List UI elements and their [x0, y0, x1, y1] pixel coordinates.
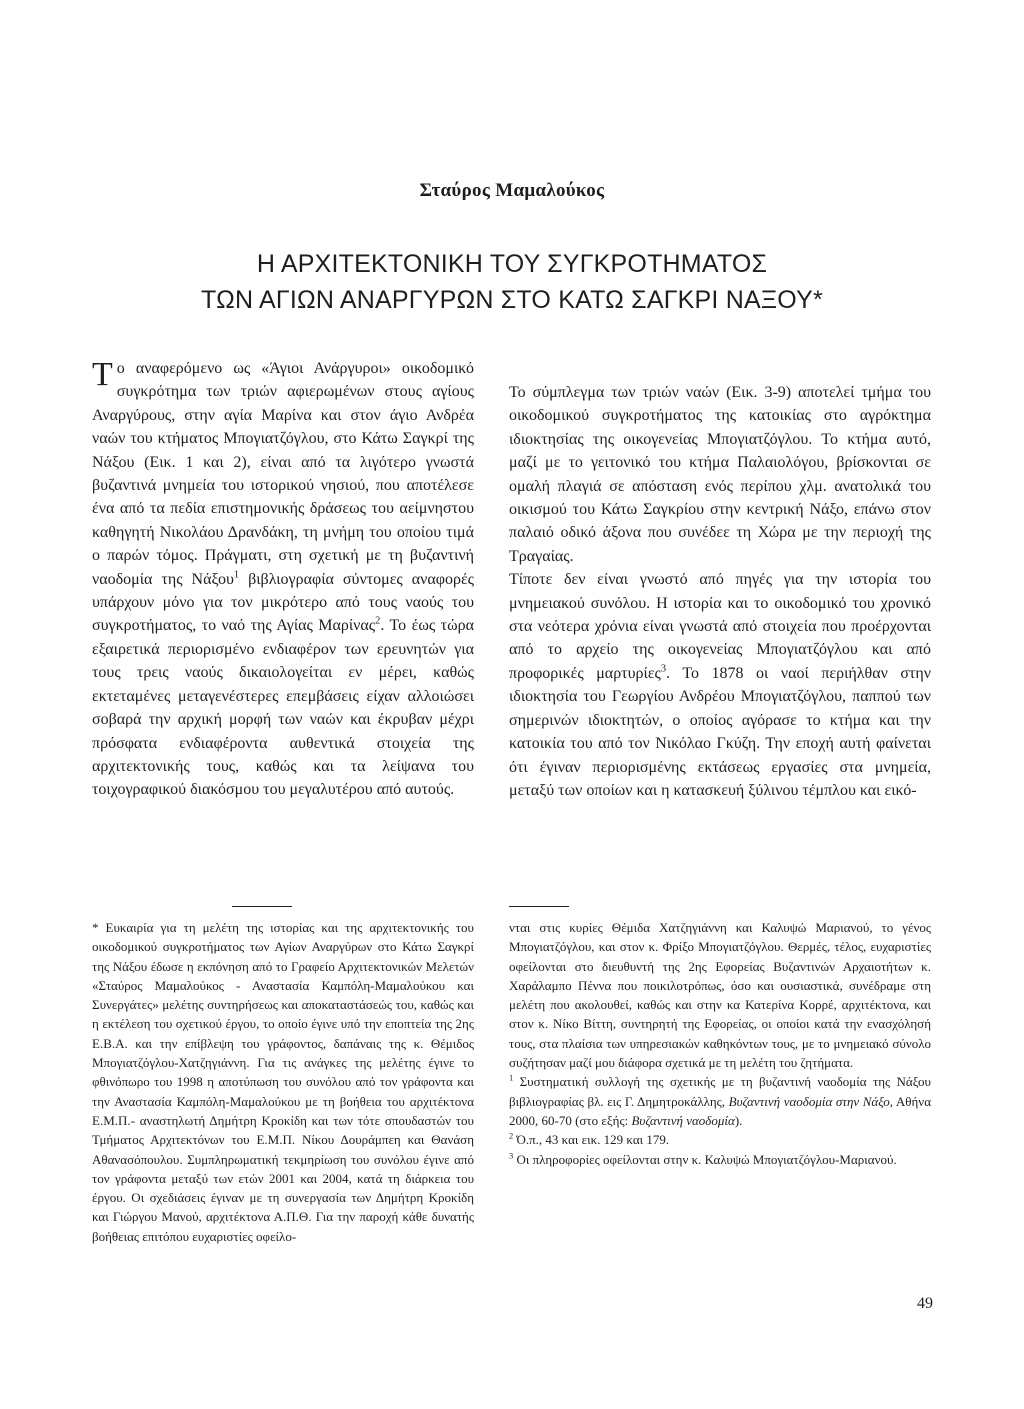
body-text: Τίποτε δεν είναι γνωστό από πηγές για την ιστορία του μνημειακού συνόλου. Η ιστορία και το οικοδομικό του χρονικό στα νεότερα χρόνια είναι γνωστά από στοιχεία που προέρχονται από το αρχείο της οικογενείας Μπογιατζόγλου και από προφορικές μαρτυρίες — [509, 571, 931, 682]
body-text: . Το 1878 οι ναοί περιήλθαν στην ιδιοκτησία του Γεωργίου Ανδρέου Μπογιατζόγλου, παππού των σημερινών ιδιοκτητών, ο οποίος αγόρασε το κτήμα και την κατοικία του από τον Νικόλαο Γκύζη. Την εποχή αυτή φαίνεται ότι έγιναν περιορισμένης εκτάσεως εργασίες στα μνημεία, μεταξύ των οποίων και η κατασκευή ξύλινου τέμπλου και εικό- — [509, 664, 931, 799]
title-line-2: ΤΩΝ ΑΓΙΩΝ ΑΝΑΡΓΥΡΩΝ ΣΤΟ ΚΑΤΩ ΣΑΓΚΡΙ ΝΑΞΟΥ* — [201, 286, 823, 314]
footnote-ref-3[interactable]: 3 — [660, 663, 667, 675]
body-text: βιβλιογραφία σύντομες αναφορές υπάρχουν μόνο για τον μικρότερο από τους ναούς του συγκροτήματος, το ναό της Αγίας Μαρίνας — [92, 570, 474, 635]
footnotes-right — [509, 918, 931, 1169]
footnote-ref-1[interactable]: 1 — [233, 569, 240, 581]
author-name: Σταύρος Μαμαλούκος — [419, 180, 605, 201]
footnote-number: 1 — [509, 1073, 514, 1084]
footnote-star-continued: νται στις κυρίες Θέμιδα Χατζηγιάννη και Καλυψώ Μαριανού, το γένος Μπογιατζόγλου, και στον κ. Φρίξο Μπογιατζόγλου. Θερμές, τέλος, ευχαριστίες οφείλονται στο διευθυντή της 2ης Εφορείας Βυζαντινών Αρχαιοτήτων κ. Χαράλαμπο Πέννα που ποικιλοτρόπως, όσο και ουσιαστικά, συνέδραμε στη μελέτη που ακολουθεί, καθώς και στην κα Κατερίνα Κορρέ, αρχιτέκτονα, και στον κ. Νίκο Βίττη, συντηρητή της Εφορείας, οι οποίοι κατά την ενασχόλησή τους, στα πλαίσια των υπηρεσιακών καθηκόντων τους, με το μνημειακό σύνολο συζήτησαν μαζί μου διάφορα σχετικά με τη μελέτη του ζητήματα. — [509, 920, 931, 1071]
footnotes-left — [92, 918, 474, 1246]
footnote-number: 3 — [509, 1150, 514, 1161]
footnote-title: Βυζαντινή ναοδομία στην Νάξο — [728, 1093, 890, 1109]
footnote-star: * Ευκαιρία για τη μελέτη της ιστορίας και της αρχιτεκτονικής του οικοδομικού συγκροτήματος των Αγίων Αναργύρων στο Κάτω Σαγκρί της Νάξου έδωσε η εκπόνηση από το Γραφείο Αρχιτεκτονικών Μελετών «Σταύρος Μαμαλούκος - Αναστασία Καμπόλη-Μαμαλούκου και Συνεργάτες» μελέτης συντηρήσεως και αποκαταστάσεώς του, καθώς και η εκτέλεση του σχετικού έργου, το οποίο έγινε υπό την εποπτεία της 2ης Ε.Β.Α. και την επίβλεψη του γράφοντος, δαπάναις της κ. Θέμιδος Μπογιατζόγλου-Χατζηγιάννη. Για τις ανάγκες της μελέτης έγινε το φθινόπωρο του 1998 η αποτύπωση του συνόλου από τον γράφοντα και την Αναστασία Καμπόλη-Μαμαλούκου με τη βοήθεια του αρχιτέκτονα Ε.Μ.Π.- αναστηλωτή Δημήτρη Κροκίδη και των τότε σπουδαστών του Τμήματος Αρχιτεκτόνων του Ε.Μ.Π. Νίκου Δουράμπεη και Θανάση Αθανασόπουλου. Συμπληρωματική τεκμηρίωση του συνόλου έγινε από τον γράφοντα μεταξύ των ετών 2001 και 2004, κατά τη διάρκεια του έργου. Οι σχεδιάσεις έγιναν με τη συνεργασία των Δημήτρη Κροκίδη και Γιώργου Μανού, αρχιτέκτονα Α.Π.Θ. Για την παροχή κάθε δυνατής βοήθειας επιτόπου ευχαριστίες οφείλο- — [92, 920, 474, 1244]
footnote-text: Ό.π., 43 και εικ. 129 και 179. — [513, 1132, 670, 1148]
footnote-2 — [509, 1130, 931, 1149]
footnote-title: Βυζαντινή ναοδομία — [631, 1112, 735, 1128]
article-title — [0, 246, 1024, 318]
title-line-1: Η ΑΡΧΙΤΕΚΤΟΝΙΚΗ ΤΟΥ ΣΥΓΚΡΟΤΗΜΑΤΟΣ — [256, 250, 768, 278]
footnote-text: , Αθήνα 2000, 60-70 (στο εξής: — [509, 1093, 931, 1128]
body-text: ο αναφερόμενο ως «Άγιοι Ανάργυροι» οικοδομικό συγκρότημα των τριών αφιερωμένων στους αγίους Αναργύρους, στην αγία Μαρίνα και στον άγιο Ανδρέα ναών του κτήματος Μπογιατζόγλου, στο Κάτω Σαγκρί της Νάξου (Εικ. 1 και 2), είναι από τα λιγότερο γνωστά βυζαντινά μνημεία του ιστορικού νησιού, που αποτέλεσε ένα από τα πεδία επιστημονικής δράσεως του αείμνηστου καθηγητή Νικολάου Δρανδάκη, τη μνήμη του οποίου τιμά ο παρών τόμος. Πράγματι, στη σχετική με τη βυζαντινή ναοδομία της Νάξου — [92, 360, 474, 588]
footnote-divider-right — [509, 906, 569, 907]
drop-cap: Τ — [92, 356, 113, 393]
footnote-text: Συστηματική συλλογή της σχετικής με τη βυζαντινή ναοδομία της Νάξου βιβλιογραφίας βλ. εις Γ. Δημητροκάλλης, — [509, 1074, 931, 1109]
body-paragraph — [509, 568, 931, 802]
footnote-ref-2[interactable]: 2 — [375, 616, 381, 628]
footnote-3 — [509, 1150, 931, 1169]
footnote-number: 2 — [509, 1130, 514, 1141]
body-column-right — [509, 381, 931, 802]
footnote-1 — [509, 1072, 931, 1130]
page-number: 49 — [917, 1295, 933, 1312]
footnote-divider-left — [232, 906, 292, 907]
footnote-text: Οι πληροφορίες οφείλονται στην κ. Καλυψώ Μπογιατζόγλου-Μαριανού. — [513, 1151, 897, 1167]
body-paragraph — [92, 357, 474, 802]
body-column-left — [92, 357, 474, 802]
body-paragraph: Το σύμπλεγμα των τριών ναών (Εικ. 3-9) αποτελεί τμήμα του οικοδομικού συγκροτήματος της κατοικίας στο αγρόκτημα ιδιοκτησίας της οικογενείας Μπογιατζόγλου. Το κτήμα αυτό, μαζί με το γειτονικό του κτήμα Παλαιολόγου, βρίσκονται σε ομαλή πλαγιά σε απόσταση ενός περίπου χλμ. ανατολικά του οικισμού του Κάτω Σαγκρίου στην κεντρική Νάξο, επάνω στον παλαιό οδικό άξονα που συνέδεε τη Χώρα με την περιοχή της Τραγαίας. — [509, 384, 931, 565]
body-text: . Το έως τώρα εξαιρετικά περιορισμένο ενδιαφέρον των ερευνητών για τους τρεις ναούς δικαιολογείται εν μέρει, καθώς εκτεταμένες μεταγενέστερες επεμβάσεις είχαν αλλοιώσει σοβαρά την αρχική μορφή των ναών και έκρυβαν μέχρι πρόσφατα ενδιαφέροντα αυθεντικά στοιχεία της αρχιτεκτονικής τους, καθώς και τα λείψανα του τοιχογραφικού διακόσμου του μεγαλυτέρου από αυτούς. — [92, 617, 474, 799]
footnote-text: ). — [734, 1112, 743, 1128]
